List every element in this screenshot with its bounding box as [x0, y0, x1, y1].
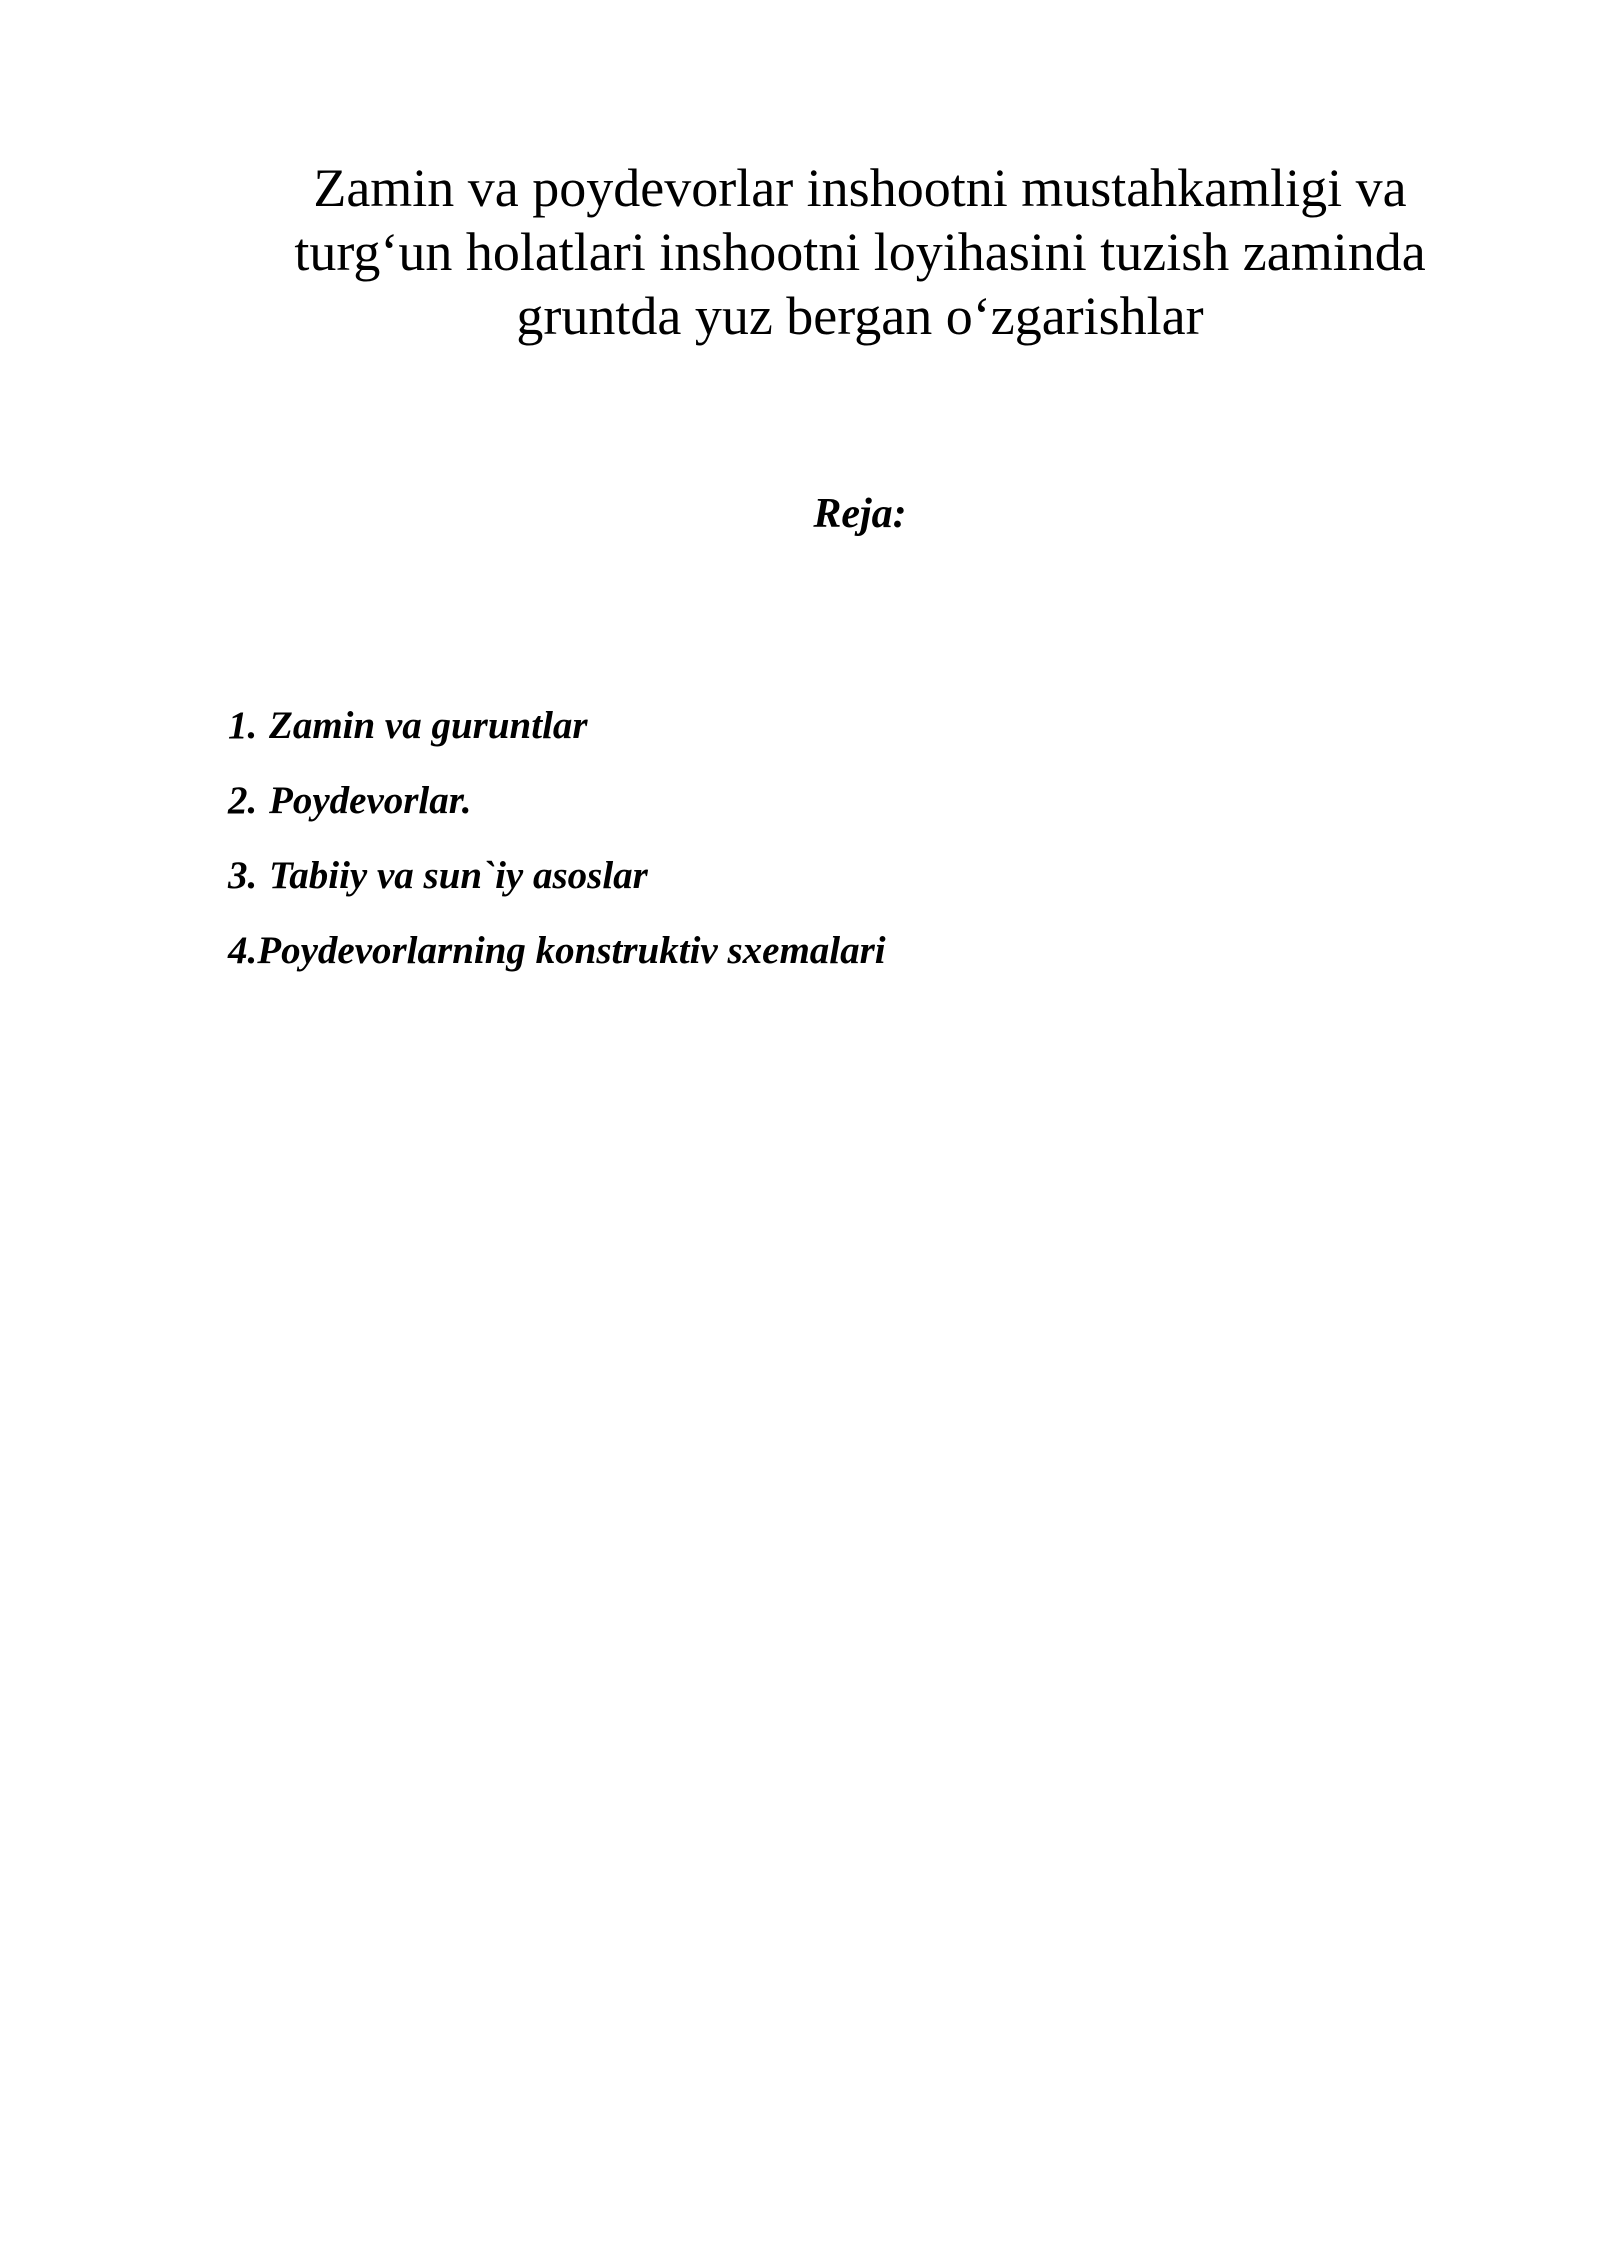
plan-item — [228, 926, 886, 1001]
plan-item-number: 3. — [228, 854, 258, 897]
plan-item — [228, 851, 886, 926]
plan-item — [228, 776, 886, 851]
title-line-2: turg‘un holatlari inshootni loyihasini tuzish zaminda — [294, 222, 1426, 282]
plan-item — [228, 701, 886, 776]
title-line-1: Zamin va poydevorlar inshootni mustahkamligi va — [313, 158, 1407, 218]
plan-item-text: Zamin va guruntlar — [269, 704, 588, 747]
plan-item-text: Poydevorlarning konstruktiv sxemalari — [257, 929, 886, 972]
plan-item-text: Tabiiy va sun`iy asoslar — [269, 854, 648, 897]
plan-list — [228, 701, 886, 1001]
plan-item-text: Poydevorlar. — [269, 779, 472, 822]
title-line-3: gruntda yuz bergan o‘zgarishlar — [516, 286, 1204, 346]
document-title — [200, 156, 1520, 348]
plan-item-number: 4. — [228, 929, 258, 972]
plan-item-number: 2. — [228, 779, 258, 822]
plan-item-number: 1. — [228, 704, 258, 747]
plan-heading: Reja: — [813, 491, 907, 537]
